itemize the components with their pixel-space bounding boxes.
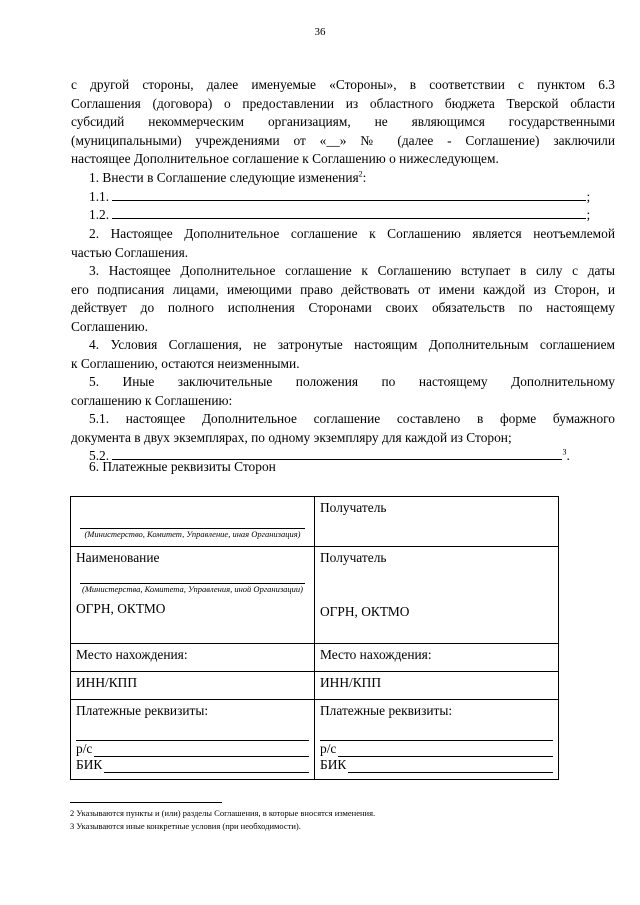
footnote-separator	[70, 802, 222, 803]
payment-right-cell	[315, 700, 559, 780]
rs-label-left: р/с	[76, 741, 93, 756]
blank-line	[112, 206, 586, 219]
item-1-1	[71, 188, 615, 207]
intro-line: субсидий некоммерческим организациям, не являющимся государственными	[71, 114, 615, 130]
item-5-1-line: документа в двух экземплярах, по одному экземпляру для каждой из Сторон;	[71, 429, 512, 445]
right-header-cell	[315, 497, 559, 547]
location-label-right: Место нахождения:	[320, 647, 432, 662]
item-1: 1. Внести в Соглашение следующие изменения$^2$: 1.1. ; 1.2. ;	[71, 169, 615, 225]
item-3-line: 3. Настоящее Дополнительное соглашение к Соглашению вступает в силу с даты	[89, 263, 615, 278]
item-5-line: 5. Иные заключительные положения по настоящему Дополнительному	[89, 374, 615, 389]
item-1-2	[71, 206, 615, 225]
item-1-2-end: ;	[586, 207, 591, 223]
item-5-2-end: .	[566, 448, 570, 464]
location-left-cell	[71, 644, 315, 672]
blank-line	[80, 517, 305, 529]
location-right-cell	[315, 644, 559, 672]
blank-line	[112, 188, 586, 201]
item-4	[71, 336, 615, 373]
item-1-1-label: 1.1.	[89, 188, 110, 204]
blank-line	[94, 744, 309, 757]
item-2-line: 2. Настоящее Дополнительное соглашение к Соглашению является неотъемлемой	[89, 226, 615, 241]
bik-row-left	[76, 757, 309, 773]
item-4-line: 4. Условия Соглашения, не затронутые настоящим Дополнительным соглашением	[89, 337, 615, 352]
item-3-line: действует до полного исполнения Сторонами своих обязательств по настоящему	[71, 300, 615, 316]
blank-line	[104, 760, 309, 773]
right-name-cell	[315, 547, 559, 644]
left-header-cell	[71, 497, 315, 547]
item-1-2-label: 1.2.	[89, 207, 110, 223]
intro-line: Соглашения (договора) о предоставлении из областного бюджета Тверской области	[71, 95, 615, 111]
inn-right-cell	[315, 672, 559, 700]
requisites-table	[70, 496, 559, 780]
ministry-note-2: (Министерства, Комитета, Управления, иной Организации)	[81, 584, 303, 594]
blank-line	[76, 729, 309, 741]
item-4-line: к Соглашению, остаются неизменными.	[71, 355, 300, 371]
item-1-text: 1. Внести в Соглашение следующие изменения	[89, 170, 359, 185]
blank-line	[338, 744, 553, 757]
ogrn-label-right: ОГРН, ОКТМО	[320, 604, 410, 619]
intro-paragraph	[71, 76, 615, 169]
blank-line	[348, 760, 553, 773]
inn-label-right: ИНН/КПП	[320, 675, 382, 690]
left-name-cell	[71, 547, 315, 644]
item-3	[71, 262, 615, 336]
item-2-line: частью Соглашения.	[71, 244, 189, 260]
item-3-line: Соглашению.	[71, 318, 149, 334]
inn-left-cell	[71, 672, 315, 700]
page-number: 36	[314, 26, 326, 38]
rs-row-left	[76, 741, 309, 757]
rs-row-right	[320, 741, 553, 757]
footnote-3: 3 Указываются иные конкретные условия (при необходимости).	[70, 821, 301, 831]
item-5-1-line: 5.1. настоящее Дополнительное соглашение составлено в форме бумажного	[89, 411, 615, 427]
recipient-label: Получатель	[320, 500, 387, 515]
item-5-2-label: 5.2.	[89, 448, 110, 464]
location-label-left: Место нахождения:	[76, 647, 188, 662]
inn-label-left: ИНН/КПП	[76, 675, 138, 690]
item-1-1-end: ;	[586, 188, 591, 204]
item-2	[71, 225, 615, 262]
bik-row-right	[320, 757, 553, 773]
payment-left-cell	[71, 700, 315, 780]
footnote-ref: 2	[358, 169, 363, 179]
blank-line	[80, 572, 305, 584]
footnote-2: 2 Указываются пункты и (или) разделы Соглашения, в которые вносятся изменения.	[70, 808, 376, 818]
blank-line	[320, 729, 553, 741]
name-label: Наименование	[76, 550, 160, 565]
payment-label-left: Платежные реквизиты:	[76, 703, 209, 718]
intro-line: (муниципальными) учреждениями от «__» № (далее - Соглашение) заключили	[71, 132, 615, 148]
recipient-label-2: Получатель	[320, 550, 387, 565]
intro-line: настоящее Дополнительное соглашение к Соглашению о нижеследующем.	[71, 151, 499, 167]
bik-label-right: БИК	[320, 757, 347, 772]
ministry-note: (Министерство, Комитет, Управление, иная Организация)	[84, 529, 301, 539]
payment-label-right: Платежные реквизиты:	[320, 703, 453, 718]
item-3-line: его подписания лицами, имеющими право действовать от имени каждой из Сторон, и	[71, 281, 615, 297]
ogrn-label-left: ОГРН, ОКТМО	[76, 601, 166, 616]
intro-line: с другой стороны, далее именуемые «Стороны», в соответствии с пунктом 6.3	[71, 77, 615, 92]
item-5	[71, 373, 615, 466]
item-5-line: соглашению к Соглашению:	[71, 392, 233, 408]
bik-label-left: БИК	[76, 757, 103, 772]
section-6-title: 6. Платежные реквизиты Сторон	[89, 459, 276, 474]
rs-label-right: р/с	[320, 741, 337, 756]
footnote-ref: 3	[562, 447, 567, 457]
